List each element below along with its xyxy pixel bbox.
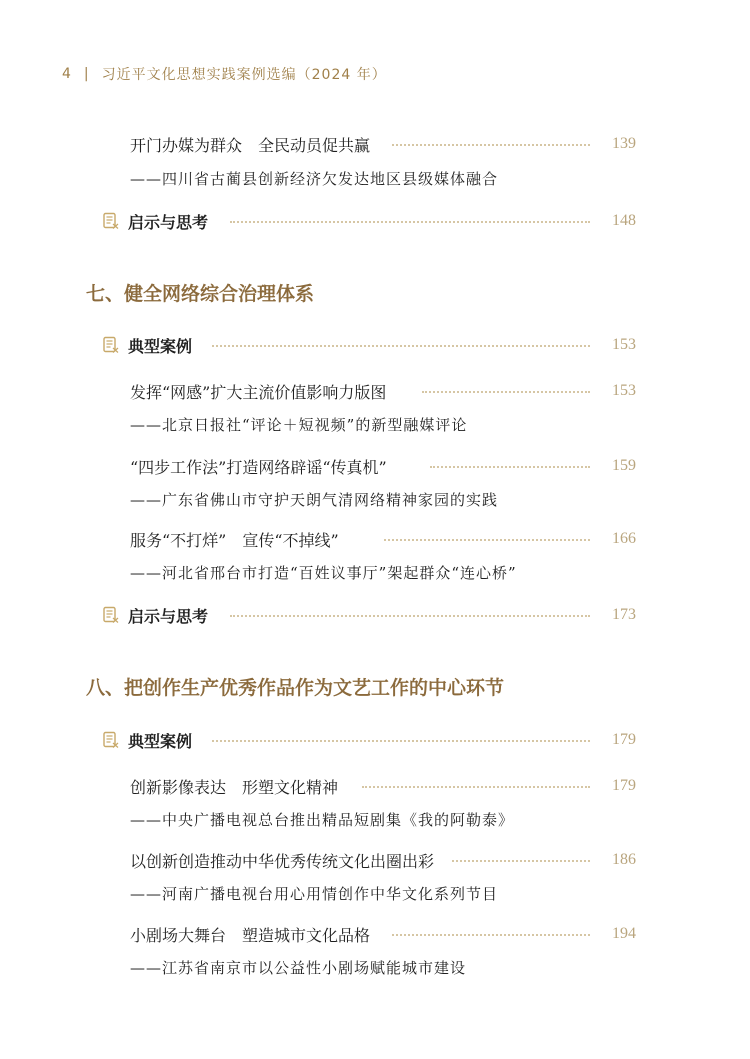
leader-dots <box>230 221 590 223</box>
leader-dots <box>212 345 590 347</box>
leader-dots <box>422 391 590 393</box>
toc-entry-title: 发挥“网感”扩大主流价值影响力版图 <box>130 382 387 402</box>
document-icon <box>102 731 120 749</box>
toc-entry-subtitle: ——中央广播电视总台推出精品短剧集《我的阿勒泰》 <box>130 810 515 829</box>
toc-page-number: 173 <box>612 606 636 623</box>
section-title: 八、把创作生产优秀作品作为文艺工作的中心环节 <box>86 676 505 699</box>
leader-dots <box>362 786 590 788</box>
toc-group[interactable] <box>0 726 750 754</box>
document-icon <box>102 606 120 624</box>
leader-dots <box>430 466 590 468</box>
toc-page-number: 166 <box>612 530 636 547</box>
toc-entry-subtitle: ——广东省佛山市守护天朗气清网络精神家园的实践 <box>130 490 499 509</box>
leader-dots <box>384 539 590 541</box>
toc-entry[interactable] <box>0 130 750 158</box>
leader-dots <box>392 144 590 146</box>
header-page-number: 4 <box>62 66 72 82</box>
toc-entry[interactable] <box>0 377 750 405</box>
toc-page-number: 153 <box>612 382 636 399</box>
toc-page-number: 179 <box>612 731 636 748</box>
toc-group[interactable] <box>0 207 750 235</box>
toc-entry-title: 以创新创造推动中华优秀传统文化出圈出彩 <box>130 851 435 871</box>
toc-entry-subtitle-row <box>0 953 750 981</box>
leader-dots <box>230 615 590 617</box>
section-title: 七、健全网络综合治理体系 <box>86 282 315 305</box>
toc-entry[interactable] <box>0 525 750 553</box>
toc-entry-subtitle-row <box>0 164 750 192</box>
leader-dots <box>452 860 590 862</box>
toc-page-number: 139 <box>612 135 636 152</box>
toc-page-number: 159 <box>612 457 636 474</box>
toc-entry[interactable] <box>0 772 750 800</box>
section-heading-row[interactable] <box>0 672 750 700</box>
toc-page-number: 179 <box>612 777 636 794</box>
toc-entry-title: 开门办媒为群众 全民动员促共赢 <box>130 135 371 155</box>
toc-group[interactable] <box>0 601 750 629</box>
toc-entry-subtitle: ——北京日报社“评论＋短视频”的新型融媒评论 <box>130 415 468 434</box>
toc-entry[interactable] <box>0 920 750 948</box>
toc-entry-subtitle: ——江苏省南京市以公益性小剧场赋能城市建设 <box>130 958 467 977</box>
toc-entry-title: “四步工作法”打造网络辟谣“传真机” <box>130 457 387 477</box>
leader-dots <box>392 934 590 936</box>
section-heading-row[interactable] <box>0 278 750 306</box>
toc-entry-subtitle-row <box>0 410 750 438</box>
document-icon <box>102 212 120 230</box>
toc-entry[interactable] <box>0 452 750 480</box>
toc-entry-title: 小剧场大舞台 塑造城市文化品格 <box>130 925 371 945</box>
header-separator: | <box>83 66 90 82</box>
toc-entry-subtitle-row <box>0 879 750 907</box>
toc-page-number: 186 <box>612 851 636 868</box>
toc-entry-subtitle: ——河北省邢台市打造“百姓议事厅”架起群众“连心桥” <box>130 563 517 582</box>
leader-dots <box>212 740 590 742</box>
toc-group-label: 典型案例 <box>128 731 193 751</box>
toc-group-label: 启示与思考 <box>128 212 209 232</box>
toc-group-heading <box>102 334 192 357</box>
toc-entry-title: 服务“不打烊” 宣传“不掉线” <box>130 530 339 550</box>
toc-entry-title: 创新影像表达 形塑文化精神 <box>130 777 339 797</box>
toc-group-heading <box>102 604 208 627</box>
document-icon <box>102 336 120 354</box>
toc-group[interactable] <box>0 331 750 359</box>
header-book-title: 习近平文化思想实践案例选编（2024 年） <box>101 67 387 83</box>
toc-entry-subtitle: ——四川省古蔺县创新经济欠发达地区县级媒体融合 <box>130 169 499 188</box>
toc-group-heading <box>102 729 192 752</box>
toc-page-number: 153 <box>612 336 636 353</box>
toc-group-heading <box>102 210 208 233</box>
toc-group-label: 启示与思考 <box>128 606 209 626</box>
running-header <box>62 64 387 84</box>
toc-entry[interactable] <box>0 846 750 874</box>
toc-entry-subtitle: ——河南广播电视台用心用情创作中华文化系列节目 <box>130 884 499 903</box>
toc-entry-subtitle-row <box>0 558 750 586</box>
toc-group-label: 典型案例 <box>128 336 193 356</box>
toc-page-number: 148 <box>612 212 636 229</box>
toc-page-number: 194 <box>612 925 636 942</box>
toc-entry-subtitle-row <box>0 485 750 513</box>
toc-entry-subtitle-row <box>0 805 750 833</box>
